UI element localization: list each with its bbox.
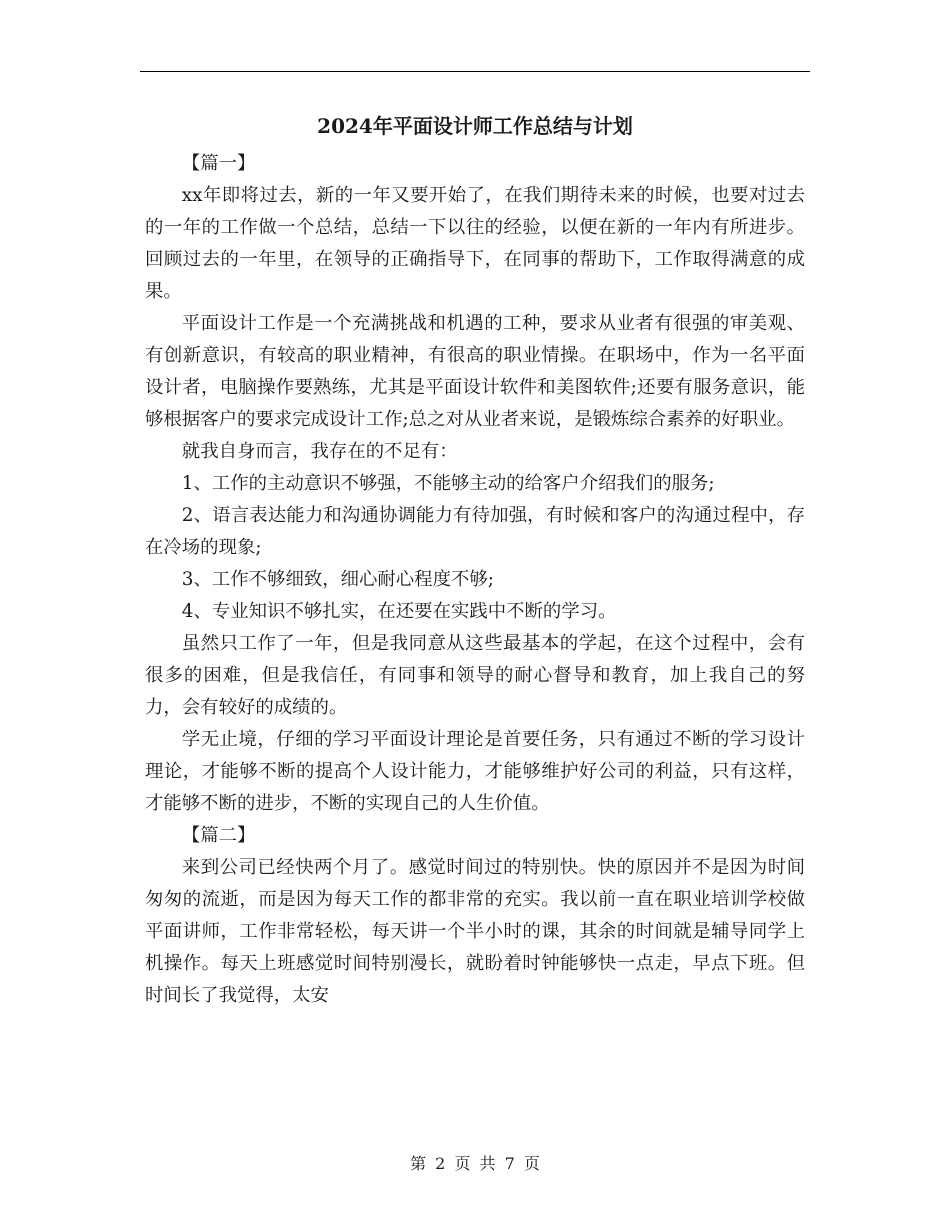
list-item: 1、工作的主动意识不够强，不能够主动的给客户介绍我们的服务; [181, 473, 715, 494]
section-heading-2: 【篇二】 [181, 825, 256, 846]
paragraph: 就我自身而言，我存在的不足有： [181, 441, 458, 462]
section-heading-1: 【篇一】 [181, 153, 256, 174]
paragraph: xx年即将过去，新的一年又要开始了，在我们期待未来的时候，也要对过去的一年的工作做一个总结，总结一下以往的经验，以便在新的一年内有所进步。回顾过去的一年里，在领导的正确指导下，在同事的帮助下，工作取得满意的成果。 [145, 185, 805, 302]
document-body [145, 148, 805, 1012]
header-rule [140, 71, 810, 72]
list-item: 3、工作不够细致，细心耐心程度不够; [181, 569, 494, 590]
list-item: 4、专业知识不够扎实，在还要在实践中不断的学习。 [181, 601, 617, 622]
paragraph: 来到公司已经快两个月了。感觉时间过的特别快。快的原因并不是因为时间匆匆的流逝，而是因为每天工作的都非常的充实。我以前一直在职业培训学校做平面讲师，工作非常轻松，每天讲一个半小时的课，其余的时间就是辅导同学上机操作。每天上班感觉时间特别漫长，就盼着时钟能够快一点走，早点下班。但时间长了我觉得，太安 [145, 857, 805, 1006]
list-item: 2、语言表达能力和沟通协调能力有待加强，有时候和客户的沟通过程中，存在冷场的现象; [145, 505, 805, 558]
page-number-footer: 第 2 页 共 7 页 [410, 1154, 540, 1173]
paragraph: 虽然只工作了一年，但是我同意从这些最基本的学起，在这个过程中，会有很多的困难，但是我信任，有同事和领导的耐心督导和教育，加上我自己的努力，会有较好的成绩的。 [145, 633, 805, 718]
paragraph: 平面设计工作是一个充满挑战和机遇的工种，要求从业者有很强的审美观、有创新意识，有较高的职业精神，有很高的职业情操。在职场中，作为一名平面设计者，电脑操作要熟练，尤其是平面设计软件和美图软件;还要有服务意识，能够根据客户的要求完成设计工作;总之对从业者来说，是锻炼综合素养的好职业。 [145, 313, 805, 430]
document-title: 2024年平面设计师工作总结与计划 [317, 114, 633, 138]
paragraph: 学无止境，仔细的学习平面设计理论是首要任务，只有通过不断的学习设计理论，才能够不断的提高个人设计能力，才能够维护好公司的利益，只有这样，才能够不断的进步，不断的实现自己的人生价值。 [145, 729, 805, 814]
